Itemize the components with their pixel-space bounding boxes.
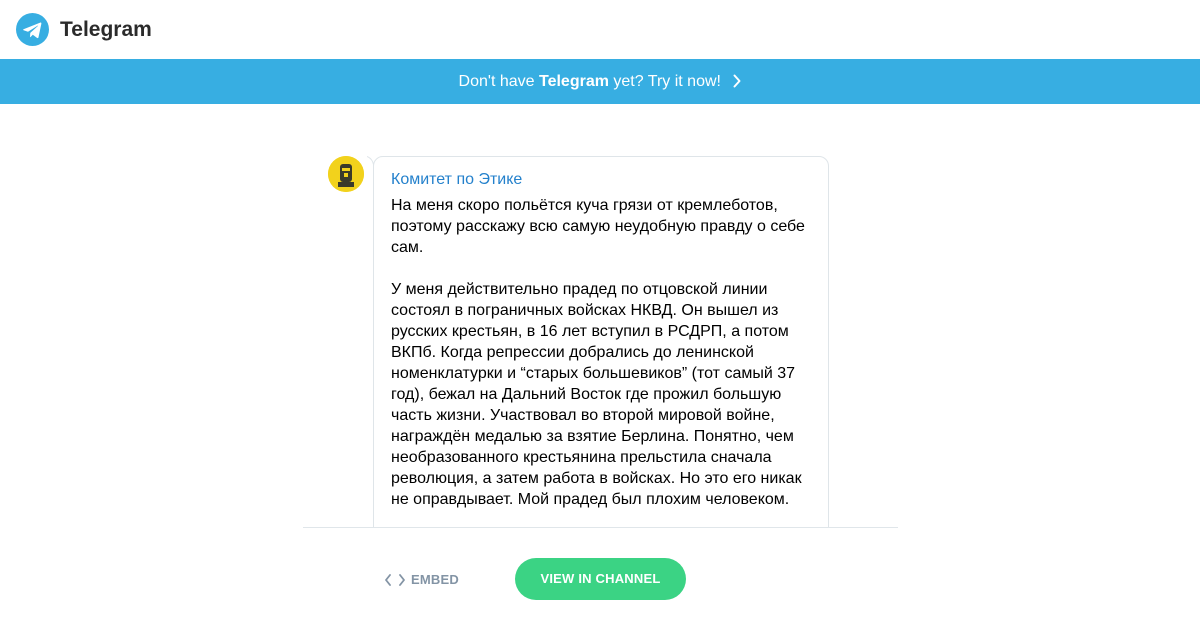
brand-name[interactable]: Telegram bbox=[60, 18, 152, 41]
view-in-channel-button[interactable]: VIEW IN CHANNEL bbox=[515, 558, 686, 600]
telegram-logo-icon[interactable] bbox=[16, 13, 49, 46]
embed-label: EMBED bbox=[411, 572, 459, 587]
banner-prefix: Don't have bbox=[458, 73, 539, 90]
avatar-image bbox=[328, 156, 364, 192]
channel-avatar[interactable] bbox=[328, 156, 364, 192]
banner-bold: Telegram bbox=[538, 73, 609, 90]
footer-actions bbox=[0, 527, 1200, 630]
post-author[interactable]: Комитет по Этике bbox=[391, 171, 523, 188]
embed-button[interactable] bbox=[385, 572, 459, 588]
message-area bbox=[303, 104, 898, 528]
chevron-right-icon bbox=[733, 74, 741, 88]
header bbox=[0, 0, 1200, 59]
banner-suffix: yet? Try it now! bbox=[608, 73, 721, 90]
post-text: На меня скоро польётся куча грязи от кремлеботов, поэтому расскажу всю самую неудобную правду о себе сам. У меня действительно прадед по отцовской линии состоял в пограничных войсках НКВД. Он вышел из русских крестьян, в 16 лет вступил в РСДРП, а потом ВКПб. Когда репрессии добрались до ленинской номенклатурки и “старых большевиков” (тот самый 37 год), бежал на Дальний Восток где прожил большую часть жизни. Участвовал во второй мировой войне, награждён медалью за взятие Берлина. Понятно, чем необразованного крестьянина прельстила сначала революция, а затем работа в войсках. Но это его никак не оправдывает. Мой прадед был плохим человеком. bbox=[391, 197, 805, 508]
code-icon bbox=[385, 573, 405, 587]
try-telegram-banner[interactable] bbox=[0, 59, 1200, 104]
